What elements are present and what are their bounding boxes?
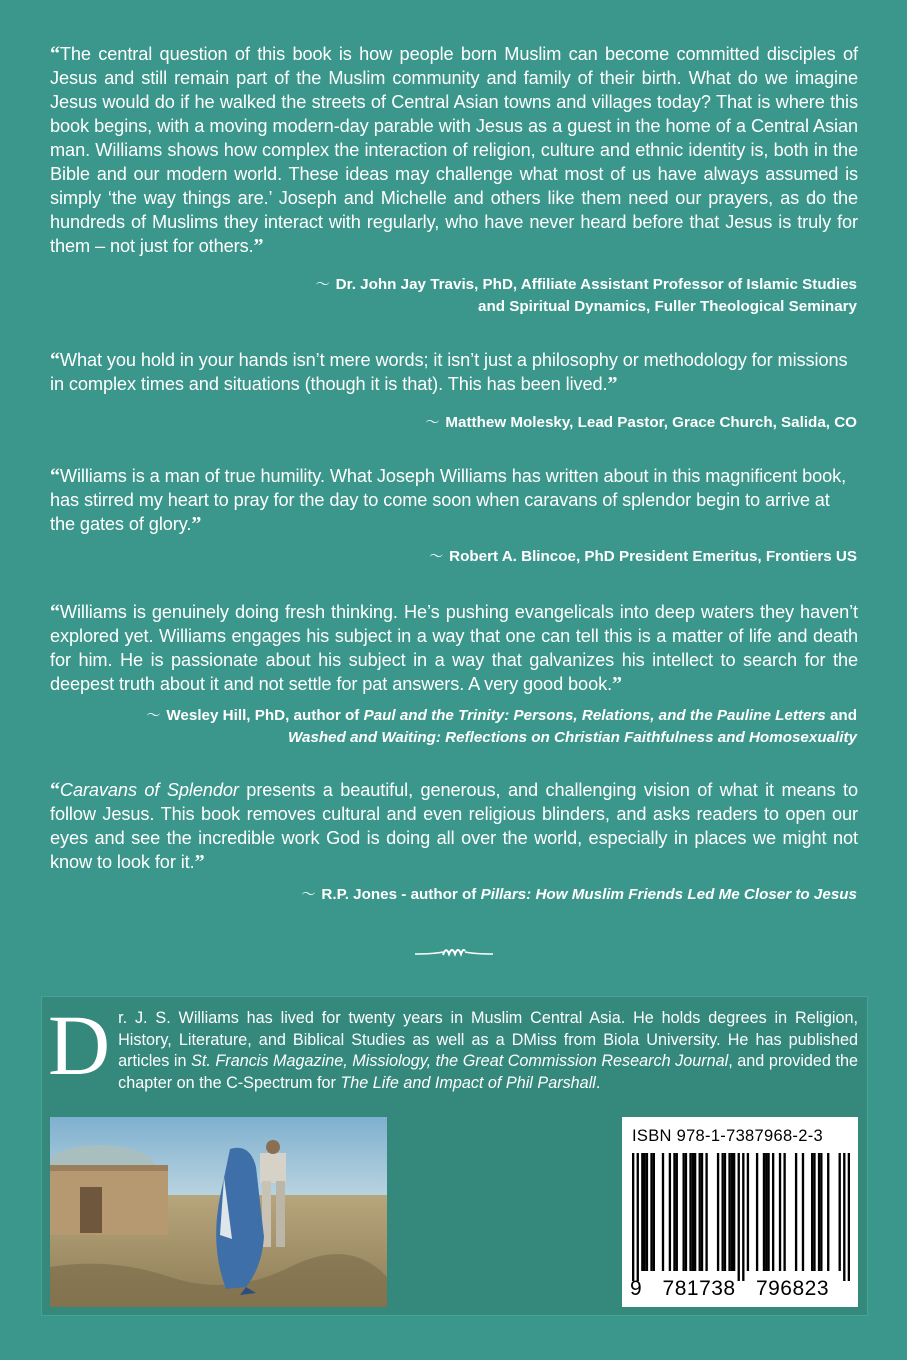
barcode-digits-left: 781738 bbox=[662, 1277, 736, 1300]
review-text: What you hold in your hands isn’t mere words; it isn’t just a philosophy or methodology for missions in complex times and situations (though it is that). This has been lived. bbox=[50, 350, 848, 394]
review-attribution-1 bbox=[97, 274, 857, 318]
barcode-bar bbox=[632, 1153, 634, 1281]
review-quote-4 bbox=[50, 600, 858, 696]
barcode-bar bbox=[813, 1153, 815, 1271]
attribution-line: Matthew Molesky, Lead Pastor, Grace Church, Salida, CO bbox=[445, 414, 857, 431]
book-title: Paul and the Trinity: Persons, Relations, and the Pauline Letters bbox=[363, 707, 826, 724]
review-text: The central question of this book is how people born Muslim can become committed disciples of Jesus and still remain part of the Muslim community and family of their birth. What do we imagine Jesus would do if he walked the streets of Central Asian towns and villages today? That is where this book begins, with a moving modern-day parable with Jesus as a guest in the home of a Central Asian man. Williams shows how complex the interaction of religion, culture and ethnic identity is, both in the Bible and our modern world. These ideas may challenge what most of us have always assumed is simply ‘the way things are.’ Joseph and Michelle and others like them need our prayers, as do the hundreds of Muslims they interact with regularly, who have never heard before that Jesus is truly for them – not just for others. bbox=[50, 44, 858, 256]
book-title: Caravans of Splendor bbox=[59, 780, 239, 800]
barcode-bar bbox=[721, 1153, 723, 1271]
barcode-bar bbox=[779, 1153, 781, 1271]
swash-ornament: 〜 bbox=[425, 415, 440, 431]
review-quote-3 bbox=[50, 464, 858, 536]
review-quote-2 bbox=[50, 348, 858, 396]
close-quote-mark: ” bbox=[191, 513, 202, 535]
bio-book-title: The Life and Impact of Phil Parshall bbox=[340, 1073, 596, 1092]
open-quote-mark: “ bbox=[50, 465, 60, 487]
bio-text: , and provided the chapter on the C-Spectrum for bbox=[118, 1052, 858, 1092]
swash-ornament: 〜 bbox=[429, 549, 444, 565]
barcode-bar bbox=[747, 1153, 749, 1271]
review-attribution-4 bbox=[97, 705, 857, 749]
swash-ornament: 〜 bbox=[315, 277, 330, 293]
close-quote-mark: ” bbox=[253, 235, 264, 257]
swash-ornament: 〜 bbox=[301, 887, 316, 903]
attribution-prefix: Wesley Hill, PhD, author of bbox=[166, 707, 364, 724]
barcode-bar bbox=[731, 1153, 733, 1271]
attribution-line: Robert A. Blincoe, PhD President Emeritus, Frontiers US bbox=[449, 548, 857, 565]
barcode-bar bbox=[643, 1153, 645, 1271]
barcode-bar bbox=[795, 1153, 797, 1271]
barcode-bar bbox=[848, 1153, 850, 1281]
barcode-bar bbox=[811, 1153, 813, 1271]
review-quote-1 bbox=[50, 42, 858, 258]
review-attribution-2 bbox=[97, 412, 857, 434]
close-quote-mark: ” bbox=[194, 851, 205, 873]
open-quote-mark: “ bbox=[50, 779, 60, 801]
barcode-bar bbox=[694, 1153, 696, 1271]
close-quote-mark: ” bbox=[612, 673, 622, 695]
barcode-bar bbox=[763, 1153, 765, 1271]
attribution-line: Dr. John Jay Travis, PhD, Affiliate Assistant Professor of Islamic Studies bbox=[335, 276, 857, 293]
barcode-bar bbox=[783, 1153, 785, 1271]
barcode-bar bbox=[843, 1153, 845, 1281]
bio-text: . bbox=[595, 1073, 601, 1092]
attribution-and: and bbox=[825, 707, 857, 724]
barcode-bar bbox=[705, 1153, 707, 1271]
barcode-bar bbox=[689, 1153, 691, 1271]
attribution-line: and Spiritual Dynamics, Fuller Theological Seminary bbox=[478, 298, 857, 315]
barcode-bar bbox=[756, 1153, 758, 1271]
barcode-bar bbox=[767, 1153, 769, 1271]
open-quote-mark: “ bbox=[50, 43, 60, 65]
drop-cap: D bbox=[48, 997, 111, 1093]
barcode-bar bbox=[662, 1153, 664, 1271]
bio-publications: St. Francis Magazine, Missiology, the Great Commission Research Journal bbox=[191, 1052, 729, 1070]
author-bio bbox=[48, 997, 858, 1094]
barcode-bar bbox=[742, 1153, 744, 1281]
barcode-bar bbox=[641, 1153, 643, 1271]
barcode-bar bbox=[637, 1153, 639, 1281]
open-quote-mark: “ bbox=[50, 601, 60, 623]
book-title: Washed and Waiting: Reflections on Christian Faithfulness and Homosexuality bbox=[287, 729, 857, 746]
barcode-bar bbox=[733, 1153, 735, 1271]
barcode-bar bbox=[653, 1153, 655, 1271]
barcode-bar bbox=[818, 1153, 820, 1271]
barcode-bar bbox=[820, 1153, 822, 1271]
barcode-bar bbox=[765, 1153, 767, 1271]
open-quote-mark: “ bbox=[50, 349, 60, 371]
book-title: Pillars: How Muslim Friends Led Me Closer to Jesus bbox=[480, 886, 857, 903]
ornament-divider-icon bbox=[413, 942, 495, 962]
barcode-bar bbox=[699, 1153, 701, 1271]
barcode-bar bbox=[682, 1153, 684, 1271]
review-text: Williams is genuinely doing fresh thinking. He’s pushing evangelicals into deep waters they haven’t explored yet. Williams engages his subject in a way that one can tell this is a matter of life and death for him. He is passionate about his subject in a way that galvanizes his intellect to search for the deepest truth about it and not settle for pat answers. A very good book. bbox=[50, 602, 858, 694]
attribution-prefix: R.P. Jones - author of bbox=[321, 886, 481, 903]
close-quote-mark: ” bbox=[607, 373, 618, 395]
review-attribution-3 bbox=[97, 546, 857, 568]
isbn-label: ISBN 978-1-7387968-2-3 bbox=[632, 1127, 823, 1145]
barcode-bar bbox=[676, 1153, 678, 1271]
swash-ornament: 〜 bbox=[146, 708, 161, 724]
barcode-bar bbox=[772, 1153, 774, 1271]
barcode-bar bbox=[839, 1153, 841, 1271]
barcode-bar bbox=[669, 1153, 671, 1271]
barcode-bar bbox=[646, 1153, 648, 1271]
barcode-bar bbox=[673, 1153, 675, 1271]
barcode bbox=[632, 1153, 850, 1281]
barcode-bar bbox=[701, 1153, 703, 1271]
barcode-bar bbox=[802, 1153, 804, 1271]
barcode-bar bbox=[692, 1153, 694, 1271]
review-text: presents a beautiful, generous, and challenging vision of what it means to follow Jesus. This book removes cultural and even religious blinders, and asks readers to open our eyes and see the incredible work God is doing all over the world, especially in places we might not know to look for it. bbox=[50, 780, 858, 872]
barcode-bar bbox=[650, 1153, 652, 1271]
barcode-digits-right: 796823 bbox=[755, 1277, 830, 1300]
barcode-digit-lead: 9 bbox=[630, 1277, 643, 1300]
barcode-bar bbox=[685, 1153, 687, 1271]
barcode-bar bbox=[738, 1153, 740, 1281]
bio-text: r. J. S. Williams has lived for twenty years in Muslim Central Asia. He holds degrees in Religion, History, Literature, and Biblical Studies as well as a DMiss from Biola University. He has published articles in bbox=[118, 1009, 858, 1070]
barcode-digits bbox=[630, 1277, 852, 1301]
barcode-bar bbox=[728, 1153, 730, 1271]
barcode-bar bbox=[717, 1153, 719, 1271]
author-photo bbox=[50, 1117, 387, 1307]
review-quote-5 bbox=[50, 778, 858, 874]
barcode-bar bbox=[724, 1153, 726, 1271]
isbn-barcode-box bbox=[622, 1117, 858, 1307]
review-attribution-5 bbox=[97, 884, 857, 906]
barcode-bar bbox=[827, 1153, 829, 1271]
review-text: Williams is a man of true humility. What Joseph Williams has written about in this magnificent book, has stirred my heart to pray for the day to come soon when caravans of splendor begin to arrive at the gates of glory. bbox=[50, 466, 847, 534]
